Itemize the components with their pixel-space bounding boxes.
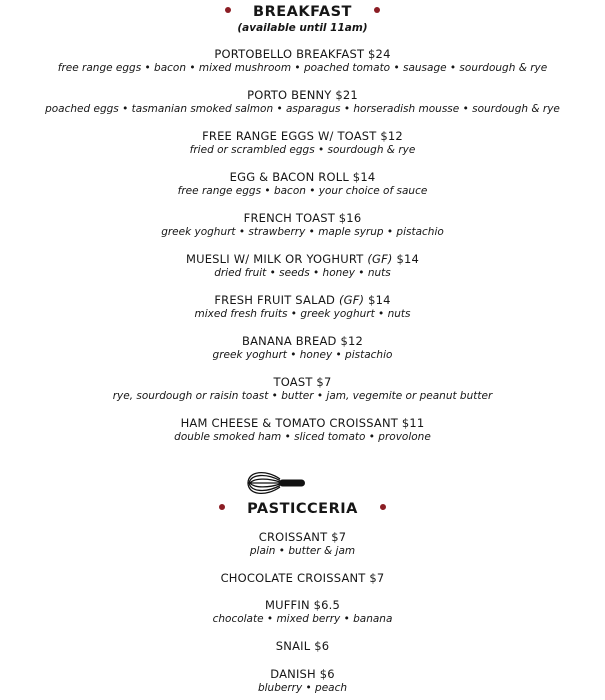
- menu-item-snail: [0, 639, 605, 653]
- pasticceria-heading: [0, 501, 605, 517]
- item-name: [0, 293, 605, 307]
- item-name: PORTOBELLO BREAKFAST $24: [214, 47, 391, 61]
- pasticceria-title: PASTICCERIA: [247, 501, 358, 517]
- menu-item-fresh-fruit-salad: [0, 293, 605, 321]
- item-name: EGG & BACON ROLL $14: [229, 170, 376, 184]
- item-name: FREE RANGE EGGS W/ TOAST $12: [202, 129, 403, 143]
- menu-item-french-toast: [0, 211, 605, 239]
- item-name: PORTO BENNY $21: [247, 88, 358, 102]
- item-description: plain • butter & jam: [249, 545, 356, 557]
- item-name: MUFFIN $6.5: [264, 598, 341, 612]
- item-description: free range eggs • bacon • mixed mushroom • poached tomato • sausage • sourdough & rye: [57, 62, 548, 74]
- menu-item-banana-bread: [0, 334, 605, 362]
- menu-item-danish: [0, 667, 605, 695]
- item-name: FRENCH TOAST $16: [243, 211, 362, 225]
- item-name: BANANA BREAD $12: [241, 334, 364, 348]
- item-name: [0, 252, 605, 266]
- item-name: TOAST $7: [273, 375, 332, 389]
- item-description: fried or scrambled eggs • sourdough & rye: [189, 144, 416, 156]
- item-name: DANISH $6: [270, 667, 335, 681]
- menu-item-muesli: [0, 252, 605, 280]
- item-price: $14: [392, 252, 420, 266]
- item-name: CROISSANT $7: [258, 530, 347, 544]
- menu-item-egg-bacon-roll: [0, 170, 605, 198]
- breakfast-title: BREAKFAST: [253, 4, 352, 20]
- gluten-free-tag: (GF): [338, 293, 365, 307]
- bullet-dot-icon: [219, 504, 225, 510]
- item-description: rye, sourdough or raisin toast • butter • jam, vegemite or peanut butter: [112, 390, 493, 402]
- menu-item-toast: [0, 375, 605, 403]
- bullet-dot-icon: [225, 7, 231, 13]
- menu-item-portobello-breakfast: [0, 47, 605, 75]
- item-description: chocolate • mixed berry • banana: [212, 613, 393, 625]
- menu-item-muffin: [0, 598, 605, 626]
- menu-item-free-range-eggs: [0, 129, 605, 157]
- menu-item-porto-benny: [0, 88, 605, 116]
- item-name-main: FRESH FRUIT SALAD: [214, 293, 339, 307]
- item-name: SNAIL $6: [275, 639, 330, 653]
- menu-item-chocolate-croissant: [0, 571, 605, 585]
- item-name: HAM CHEESE & TOMATO CROISSANT $11: [180, 416, 425, 430]
- item-description: poached eggs • tasmanian smoked salmon • asparagus • horseradish mousse • sourdough & rye: [45, 103, 560, 115]
- whisk-icon: [244, 468, 306, 498]
- breakfast-heading: [0, 4, 605, 20]
- item-price: $14: [364, 293, 391, 307]
- item-name-main: MUESLI W/ MILK OR YOGHURT: [185, 252, 368, 266]
- item-description: greek yoghurt • honey • pistachio: [212, 349, 393, 361]
- gluten-free-tag: (GF): [367, 252, 393, 266]
- breakfast-subtitle: (available until 11am): [237, 22, 368, 34]
- item-description: mixed fresh fruits • greek yoghurt • nuts: [194, 308, 411, 320]
- menu-item-croissant: [0, 530, 605, 558]
- item-description: greek yoghurt • strawberry • maple syrup • pistachio: [161, 226, 444, 238]
- item-description: double smoked ham • sliced tomato • provolone: [174, 431, 431, 443]
- bullet-dot-icon: [374, 7, 380, 13]
- item-description: dried fruit • seeds • honey • nuts: [214, 267, 391, 279]
- item-description: free range eggs • bacon • your choice of sauce: [177, 185, 428, 197]
- item-name: CHOCOLATE CROISSANT $7: [220, 571, 385, 585]
- bullet-dot-icon: [380, 504, 386, 510]
- item-description: bluberry • peach: [257, 682, 348, 694]
- menu-item-ham-cheese-croissant: [0, 416, 605, 444]
